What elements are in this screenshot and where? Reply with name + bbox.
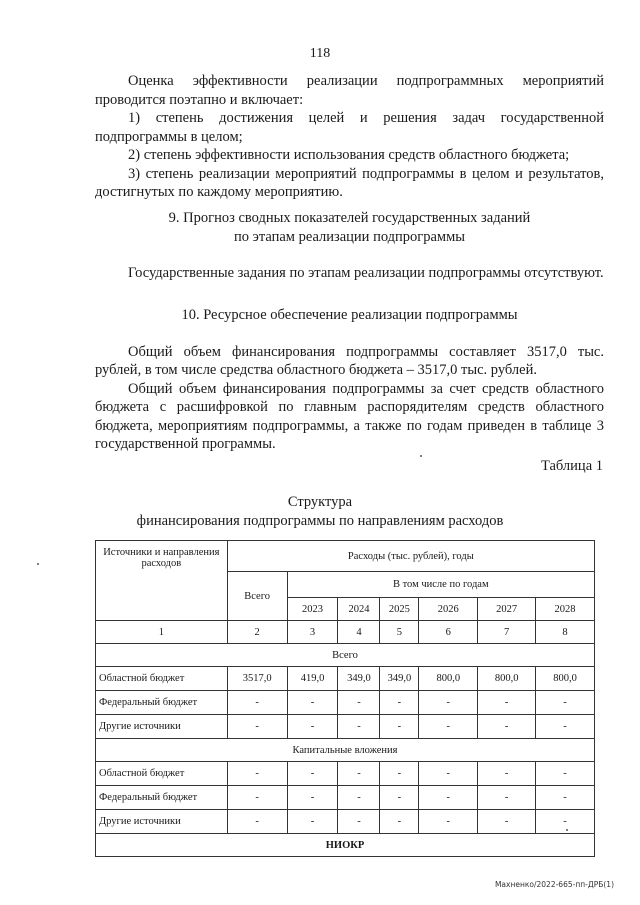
year-cell: 2024 [338, 598, 380, 621]
cell: - [287, 786, 338, 810]
cell: - [338, 762, 380, 786]
cell: 349,0 [338, 667, 380, 691]
cell: - [419, 762, 478, 786]
cell: 349,0 [380, 667, 419, 691]
cell: - [380, 786, 419, 810]
cell: - [380, 715, 419, 739]
year-cell: 2027 [478, 598, 536, 621]
cell: 800,0 [478, 667, 536, 691]
scan-speck [37, 563, 39, 565]
table-row [96, 786, 595, 810]
section-row-capital [96, 739, 595, 762]
evaluation-block [95, 72, 604, 202]
cell: - [227, 786, 287, 810]
cell: - [227, 810, 287, 834]
col-num: 1 [96, 621, 228, 644]
cell: 419,0 [287, 667, 338, 691]
cell: - [380, 762, 419, 786]
col-num: 5 [380, 621, 419, 644]
cell: 800,0 [419, 667, 478, 691]
col-num: 8 [536, 621, 595, 644]
year-cell: 2026 [419, 598, 478, 621]
cell: - [536, 691, 595, 715]
col-num: 6 [419, 621, 478, 644]
section-title: НИОКР [96, 834, 595, 857]
cell: - [478, 762, 536, 786]
evaluation-intro: Оценка эффективности реализации подпрограммных мероприятий проводится поэтапно и включает: [95, 73, 604, 108]
cell: - [419, 715, 478, 739]
cell: - [227, 762, 287, 786]
cell: 3517,0 [227, 667, 287, 691]
year-cell: 2028 [536, 598, 595, 621]
row-label: Другие источники [96, 810, 228, 834]
cell: - [478, 715, 536, 739]
row-label: Другие источники [96, 715, 228, 739]
evaluation-item-1: 1) степень достижения целей и решения задач государственной подпрограммы в целом; [95, 110, 604, 145]
cell: - [380, 691, 419, 715]
header-expenses: Расходы (тыс. рублей), годы [227, 541, 594, 572]
cell: - [478, 786, 536, 810]
row-label: Областной бюджет [96, 762, 228, 786]
table-row [96, 691, 595, 715]
structure-title-line1: Структура [287, 494, 353, 510]
cell: - [536, 810, 595, 834]
cell: - [338, 786, 380, 810]
cell: - [536, 786, 595, 810]
header-total: Всего [227, 572, 287, 621]
cell: - [287, 762, 338, 786]
table-row [96, 762, 595, 786]
section-10-title: 10. Ресурсное обеспечение реализации подпрограммы [181, 307, 518, 323]
row-label: Областной бюджет [96, 667, 228, 691]
section-9 [95, 209, 604, 283]
table-row [96, 667, 595, 691]
section-10-para-2: Общий объем финансирования подпрограммы за счет средств областного бюджета с расшифровкой по главным распорядителям средств областного бюджета, мероприятиям подпрограммы, а также по годам приведен в таблице 3 государственной программы. [95, 380, 604, 452]
cell: - [287, 715, 338, 739]
cell: - [287, 691, 338, 715]
col-num: 7 [478, 621, 536, 644]
cell: - [536, 762, 595, 786]
section-9-title-line1: 9. Прогноз сводных показателей государственных заданий [168, 210, 531, 226]
table-row [96, 715, 595, 739]
header-sources [96, 541, 228, 621]
cell: - [227, 715, 287, 739]
col-num: 2 [227, 621, 287, 644]
evaluation-item-2: 2) степень эффективности использования средств областного бюджета; [128, 147, 570, 163]
scan-speck [420, 455, 422, 457]
cell: - [536, 715, 595, 739]
section-title: Всего [96, 644, 595, 667]
structure-title-line2: финансирования подпрограммы по направлениям расходов [136, 512, 504, 529]
cell: - [338, 691, 380, 715]
scan-speck [566, 829, 568, 831]
structure-title [0, 493, 640, 530]
section-10 [95, 306, 604, 454]
financing-table [95, 540, 595, 857]
cell: - [478, 810, 536, 834]
section-9-title-line2: по этапам реализации подпрограммы [233, 228, 466, 245]
page-number: 118 [309, 46, 331, 61]
section-9-text: Государственные задания по этапам реализации подпрограммы отсутствуют. [128, 265, 604, 281]
cell: - [338, 715, 380, 739]
table-row [96, 810, 595, 834]
footer-document-code: Махненко/2022-665-пп-ДРБ(1) [494, 880, 614, 889]
year-cell: 2025 [380, 598, 419, 621]
cell: - [419, 691, 478, 715]
evaluation-item-3: 3) степень реализации мероприятий подпрограммы в целом и результатов, достигнутых по каждому мероприятию. [95, 165, 604, 200]
row-label: Федеральный бюджет [96, 786, 228, 810]
cell: - [338, 810, 380, 834]
col-num: 3 [287, 621, 338, 644]
section-10-para-1: Общий объем финансирования подпрограммы составляет 3517,0 тыс. рублей, в том числе средства областного бюджета – 3517,0 тыс. рублей. [95, 343, 604, 378]
col-num: 4 [338, 621, 380, 644]
column-numbers-row [96, 621, 595, 644]
section-title: Капитальные вложения [96, 739, 595, 762]
cell: - [380, 810, 419, 834]
cell: - [419, 786, 478, 810]
section-row-niokr [96, 834, 595, 857]
cell: - [227, 691, 287, 715]
cell: - [287, 810, 338, 834]
table-label: Таблица 1 [540, 458, 603, 474]
header-sources-text: Источники и направления расходов [103, 547, 220, 569]
cell: 800,0 [536, 667, 595, 691]
section-row-total [96, 644, 595, 667]
table-header-row-1 [96, 541, 595, 572]
year-cell: 2023 [287, 598, 338, 621]
cell: - [419, 810, 478, 834]
header-by-years: В том числе по годам [287, 572, 594, 598]
cell: - [478, 691, 536, 715]
row-label: Федеральный бюджет [96, 691, 228, 715]
